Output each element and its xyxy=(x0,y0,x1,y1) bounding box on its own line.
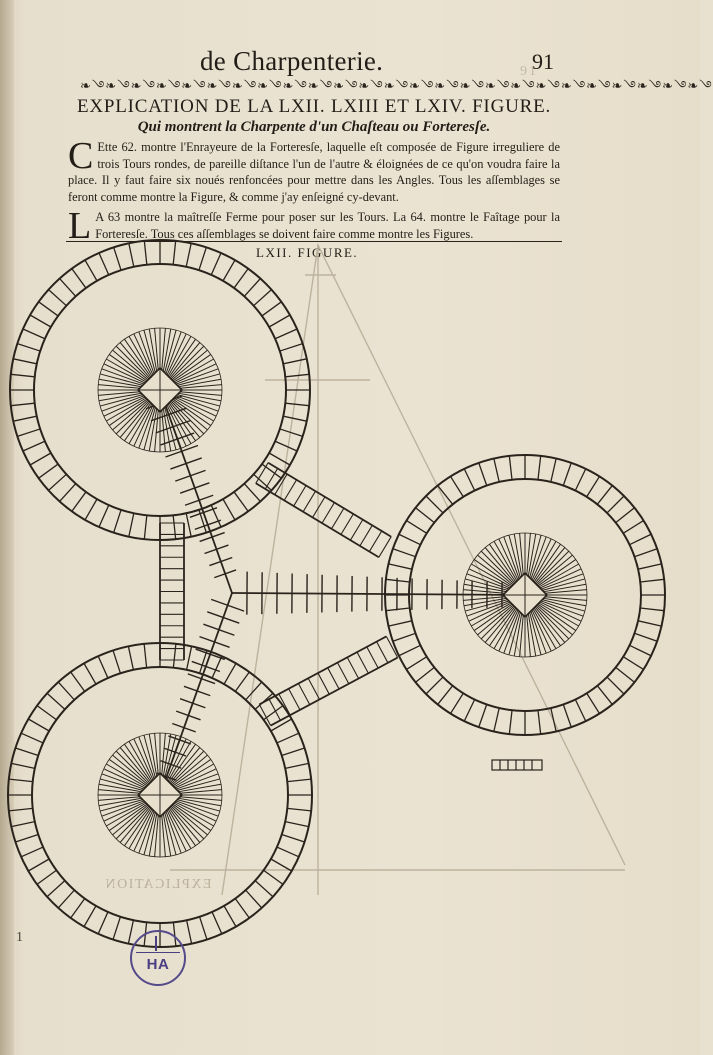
tower-ring-joist xyxy=(235,672,249,691)
tower-ring-joist xyxy=(224,906,236,927)
tower-ring-joist xyxy=(287,808,311,811)
rafter xyxy=(139,808,155,853)
tower-ring-joist xyxy=(399,534,421,544)
tower-ring-joist xyxy=(285,822,308,827)
wall-lower-joist xyxy=(269,699,280,720)
wall-lower-joist xyxy=(318,673,329,694)
tower-ring-joist xyxy=(128,646,133,669)
rafter xyxy=(165,737,181,782)
wall-lower-joist xyxy=(377,642,388,663)
tower-ring-joist xyxy=(271,859,292,871)
tower-ring-joist xyxy=(587,476,600,496)
tower-ring-joist xyxy=(285,403,309,406)
tower-ring-joist xyxy=(638,564,661,569)
decorative-ornament-band: ❧࿓❧࿓❧࿓❧࿓❧࿓❧࿓❧࿓❧࿓❧࿓❧࿓❧࿓❧࿓❧࿓❧࿓❧࿓❧࿓❧࿓❧࿓❧࿓❧࿓❧࿓❧࿓❧࿓❧࿓❧࿓ xyxy=(80,78,713,93)
tower-ring-joist xyxy=(21,733,43,743)
rafter xyxy=(173,395,218,411)
bleed-through-triangle xyxy=(170,245,625,895)
tower-ring-joist xyxy=(280,344,303,351)
paragraph-2-text: A 63 montre la maîtreſſe Ferme pour poser sur les Tours. La 64. montre le Faîtage pour la Forteresſe. Tous ces aſſemblages se doivent faire comme montre les Figures. xyxy=(95,210,560,241)
tower-ring-joist xyxy=(98,656,108,678)
tower-ring-joist xyxy=(283,416,306,421)
beam-lower-brace xyxy=(176,711,200,720)
tower-ring-joist xyxy=(98,912,108,934)
beam-lower-brace xyxy=(180,699,205,708)
rafter xyxy=(102,774,147,790)
section-subheading: Qui montrent la Charpente d'un Chaſteau ou Forteresſe. xyxy=(137,119,491,135)
tower-ring-joist xyxy=(393,633,416,641)
tower-ring-joist xyxy=(262,464,281,478)
beam-lower-brace xyxy=(188,674,215,684)
tower-ring-joist xyxy=(634,633,657,641)
tower-ring-joist xyxy=(494,708,499,731)
figure-caption: LXII. FIGURE. xyxy=(256,245,359,260)
tower-ring-joist xyxy=(212,912,222,934)
tower-ring-joist xyxy=(386,579,410,582)
tower-ring-joist xyxy=(509,710,512,734)
tower-ring-joist xyxy=(623,657,643,670)
tower-ring-joist xyxy=(438,686,453,705)
tower-ring-joist xyxy=(186,243,191,266)
rafter xyxy=(173,800,218,816)
tower-ring-joist xyxy=(58,682,74,700)
tower-ring-joist xyxy=(246,890,262,908)
stamp-divider xyxy=(136,952,180,953)
wall-upper-joist xyxy=(341,514,353,535)
rafter xyxy=(173,369,218,385)
wall-lower-joist xyxy=(298,683,309,704)
beam-lower-brace xyxy=(203,624,234,635)
rafter xyxy=(173,774,218,790)
tower-ring-joist xyxy=(277,733,299,743)
paragraph-1-text: Ette 62. montre l'Enrayeure de la Forteresſe, laquelle eſt composée de Figure irreguliere de trois Tours rondes, de pareille diſtance l'un de l'autre & éloignées de ce qu'on voudra faire la place. Il y faut faire six noués renfoncées pour mettre dans les Angles. Tous les aſſemblages se feront comme montre la Figure, & comme j'ay enſeigné cy-devant. xyxy=(68,140,560,204)
paragraph-1 xyxy=(68,135,560,205)
tower-ring-joist xyxy=(282,748,305,755)
tower-ring-joist xyxy=(128,920,133,943)
rafter xyxy=(102,369,147,385)
tower-ring-joist xyxy=(234,492,248,511)
tower-ring-joist xyxy=(234,269,248,288)
tower-ring-joist xyxy=(199,247,206,270)
tower-ring-joist xyxy=(224,663,236,684)
tower-ring-joist xyxy=(451,476,464,496)
tower-ring-joist xyxy=(464,700,474,722)
tower-ring-joist xyxy=(71,899,85,918)
section-heading: EXPLICATION DE LA LXII. LXIII ET LXIV. FIGURE. xyxy=(76,96,552,117)
tower-ring-joist xyxy=(563,463,571,486)
tower-rafter-fans xyxy=(98,328,587,857)
tower-ring-joist xyxy=(23,441,45,451)
tower-ring-joist xyxy=(21,847,43,857)
rafter xyxy=(165,808,181,853)
tower-ring-joist xyxy=(255,881,273,897)
tower-ring-joist xyxy=(416,667,435,682)
tower-ring-joist xyxy=(389,621,412,626)
rafter xyxy=(139,737,155,782)
tower-ring-joist xyxy=(634,549,657,557)
tower-ring-joist xyxy=(49,290,67,306)
tower-ring-joist xyxy=(275,329,297,339)
bleed-through-text: EXPLICATION xyxy=(104,877,212,892)
tower-ring-joist xyxy=(479,704,487,727)
wall-upper-joist xyxy=(322,503,334,524)
fortress-timber-plan xyxy=(0,255,700,955)
tower-ring-joist xyxy=(393,549,416,557)
drop-cap-l: L xyxy=(68,205,92,247)
rafter xyxy=(538,574,583,590)
tower-ring-joist xyxy=(575,469,585,491)
tower-ring-joist xyxy=(254,290,272,306)
tower-ring-joist xyxy=(575,700,585,722)
beam-upper-brace xyxy=(185,495,213,505)
tower-ring-joist xyxy=(28,859,49,871)
tower-ring-joist xyxy=(144,515,147,539)
tower-ring-joist xyxy=(597,686,612,705)
tower-ring-joist xyxy=(30,453,51,465)
tower-ring-joist xyxy=(37,706,56,720)
rafter xyxy=(139,332,155,377)
tower-ring-joist xyxy=(11,822,34,827)
tower-ring-joist xyxy=(211,253,221,275)
tower-ring-joist xyxy=(509,456,512,480)
tower-ring-joist xyxy=(11,763,34,768)
tower-ring-joist xyxy=(212,656,222,678)
tower-ring-joist xyxy=(563,704,571,727)
tower-ring-joist xyxy=(17,429,40,436)
tower-ring-joist xyxy=(85,499,97,520)
stamp-cross-mark xyxy=(155,936,157,951)
tower-ring-joist xyxy=(129,513,134,536)
tower-ring-joist xyxy=(616,508,635,523)
tower-ring-joist xyxy=(13,359,36,364)
wall-lower-joist xyxy=(367,647,378,668)
page-number: 91 xyxy=(532,49,554,74)
tower-ring-joist xyxy=(200,917,207,940)
tower-ring-joist xyxy=(269,315,290,327)
tower-ring-joist xyxy=(551,708,556,731)
tower-ring-joist xyxy=(60,484,76,502)
tower-ring-joist xyxy=(23,329,45,339)
rafter xyxy=(504,608,520,653)
tower-ring-joist xyxy=(99,253,109,275)
tower-ring-joist xyxy=(17,344,40,351)
tower-ring-joist xyxy=(464,469,474,491)
wall-upper-joist xyxy=(294,485,306,506)
bleed-through-number: 91 xyxy=(520,64,538,79)
tower-ring-joist xyxy=(494,459,499,482)
tower-ring-joist xyxy=(129,243,134,266)
tower-ring-joist xyxy=(264,870,283,884)
tower-ring-joist xyxy=(262,302,281,316)
tower-ring-joist xyxy=(84,906,96,927)
tower-ring-joist xyxy=(607,677,624,694)
beam-lower-brace xyxy=(184,686,210,695)
wall-lower-joist xyxy=(337,663,348,684)
rafter xyxy=(504,537,520,582)
beam-upper-brace xyxy=(209,557,232,565)
tower-ring-joist xyxy=(72,269,86,288)
wall-upper-joist xyxy=(379,537,391,558)
tower-ring-joist xyxy=(15,835,38,842)
library-stamp xyxy=(130,930,186,986)
paragraph-2 xyxy=(68,205,560,247)
wall-upper-joist xyxy=(350,520,362,541)
tower-ring-joist xyxy=(640,608,664,611)
wall-upper-joist xyxy=(256,463,268,484)
tower-ring-joist xyxy=(287,779,311,782)
wall-lower-joist xyxy=(347,657,358,678)
tower-ring-joist xyxy=(406,521,426,534)
tower-ring-joist xyxy=(114,510,121,533)
tower-ring-joist xyxy=(85,260,97,281)
rafter xyxy=(538,600,583,616)
tower-ring-joist xyxy=(277,847,299,857)
tower-ring-joist xyxy=(9,808,33,811)
tower-ring-joist xyxy=(72,492,86,511)
central-timber-beams xyxy=(146,390,525,795)
tower-ring-joist xyxy=(58,890,74,908)
tower-ring-joist xyxy=(173,644,176,668)
tower-ring-joist xyxy=(60,279,76,297)
rafter xyxy=(165,332,181,377)
tower-ring-joist xyxy=(607,496,624,513)
wall-lower-joist xyxy=(357,652,368,673)
tower-ring-joist xyxy=(244,279,260,297)
wall-upper-joist xyxy=(332,508,344,529)
tower-ring-joist xyxy=(13,416,36,421)
tower-ring-joist xyxy=(640,579,664,582)
tower-ring-joist xyxy=(538,710,541,734)
beam-upper-brace xyxy=(214,570,236,578)
drop-cap-c: C xyxy=(68,135,94,177)
tower-ring-joist xyxy=(47,881,65,897)
wall-upper-joist xyxy=(369,531,381,552)
tower-ring-joist xyxy=(275,441,297,451)
wall-lower-joist xyxy=(279,694,290,715)
tower-ring-joist xyxy=(99,505,109,527)
stamp-label: HA xyxy=(146,956,170,973)
tower-ring-joist xyxy=(113,650,120,673)
tower-ring-joist xyxy=(283,359,306,364)
beam-lower-brace xyxy=(199,637,229,648)
tower-ring-joist xyxy=(616,667,635,682)
tower-ring-joist xyxy=(282,835,305,842)
beam-upper-brace xyxy=(180,483,209,493)
wall-upper-joist xyxy=(313,497,325,518)
tower-ring-joist xyxy=(39,302,58,316)
tower-ring-joist xyxy=(244,484,260,502)
beam-lower-brace xyxy=(207,612,239,623)
beam-upper-brace xyxy=(205,545,229,553)
tower-ring-joist xyxy=(173,515,176,539)
margin-mark: 1 xyxy=(16,930,23,945)
tower-ring-joist xyxy=(71,672,85,691)
tower-ring-joist xyxy=(84,663,96,684)
rafter xyxy=(530,608,546,653)
tower-ring-joist xyxy=(479,463,487,486)
tower-ring-joist xyxy=(285,763,308,768)
tower-ring-joist xyxy=(630,645,652,655)
tower-ring-joist xyxy=(47,693,65,709)
tower-ring-joist xyxy=(144,644,147,668)
rafter xyxy=(102,800,147,816)
tower-ring-joist xyxy=(28,719,49,731)
tower-ring-joist xyxy=(406,657,426,670)
tower-ring-joist xyxy=(538,456,541,480)
beam-upper-brace xyxy=(170,458,201,469)
tower-ring-joist xyxy=(587,693,600,713)
tower-ring-joist xyxy=(39,464,58,478)
wall-lower-joist xyxy=(328,668,339,689)
tower-ring-joist xyxy=(630,534,652,544)
tower-ring-joist xyxy=(399,645,421,655)
tower-ring-joist xyxy=(37,870,56,884)
wall-upper-edge xyxy=(268,463,391,537)
tower-ring-joist xyxy=(426,677,443,694)
tower-ring-joist xyxy=(113,917,120,940)
tower-ring-joist xyxy=(416,508,435,523)
tower-ring-joist xyxy=(389,564,412,569)
tower-ring-joist xyxy=(9,779,33,782)
rafter xyxy=(165,403,181,448)
tower-ring-joist xyxy=(187,646,192,669)
tower-ring-joist xyxy=(223,499,235,520)
rafter xyxy=(102,395,147,411)
tower-ring-joist xyxy=(200,650,207,673)
running-head: de Charpenterie. xyxy=(200,46,384,76)
tower-ring-joist xyxy=(15,748,38,755)
scale-bar xyxy=(492,760,542,770)
wall-lower-joist xyxy=(289,689,300,710)
tower-ring-joist xyxy=(386,608,410,611)
tower-ring-joist xyxy=(638,621,661,626)
tower-ring-joist xyxy=(451,693,464,713)
tower-ring-joist xyxy=(426,496,443,513)
tower-ring-joist xyxy=(144,241,147,265)
tower-ring-joist xyxy=(11,374,35,377)
tower-ring-joist xyxy=(551,459,556,482)
wall-upper-joist xyxy=(284,480,296,501)
beam-lower-brace xyxy=(192,661,220,671)
wall-upper-joist xyxy=(360,525,372,546)
tower-ring-joist xyxy=(597,486,612,505)
beam-lower-brace xyxy=(172,724,195,732)
beam-lower-brace xyxy=(211,599,244,611)
beam-upper-brace xyxy=(175,470,205,481)
tower-ring-joist xyxy=(173,241,176,265)
tower-ring-joist xyxy=(114,247,121,270)
rafter xyxy=(139,403,155,448)
tower-ring-joist xyxy=(235,899,249,918)
rafter xyxy=(467,574,512,590)
tower-ring-joist xyxy=(30,315,51,327)
tower-ring-joist xyxy=(623,521,643,534)
rafter xyxy=(467,600,512,616)
wall-upper-joist xyxy=(303,491,315,512)
tower-ring-joist xyxy=(285,374,309,377)
rafter xyxy=(530,537,546,582)
tower-ring-joist xyxy=(223,260,235,281)
tower-ring-joist xyxy=(187,920,192,943)
tower-ring-joist xyxy=(11,403,35,406)
tower-ring-joist xyxy=(49,474,67,490)
